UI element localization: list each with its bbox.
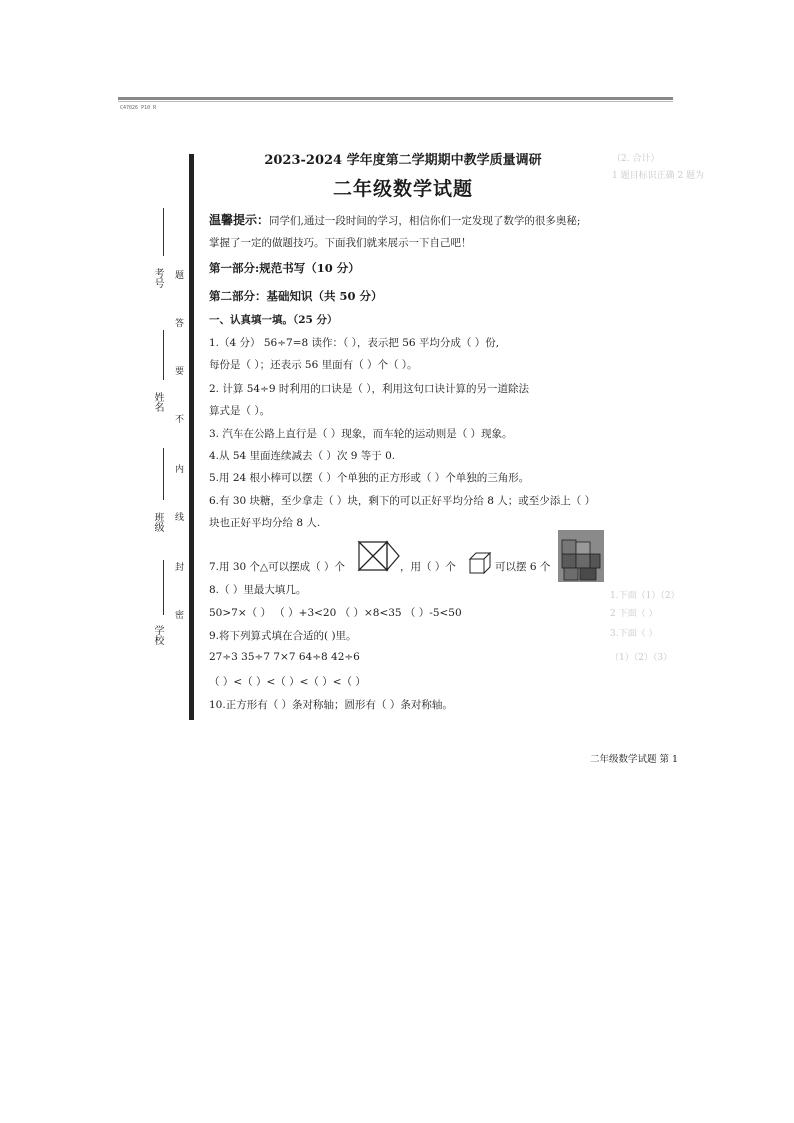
question-7-text-1: 7.用 30 个△可以摆成（ ）个 (209, 561, 345, 573)
cube-stack-figure (558, 530, 604, 582)
field-label-school: 学校 (152, 625, 163, 645)
section1-heading: 一、认真填一填。（25 分） (209, 314, 338, 326)
field-label-class: 班级 (152, 512, 163, 532)
bleed-text: （2. 合计） (612, 154, 660, 164)
tip-text: 同学们,通过一段时间的学习，相信你们一定发现了数学的很多奥秘; (269, 215, 581, 227)
question-3: 3. 汽车在公路上直行是（ ）现象，而车轮的运动则是（ ）现象。 (209, 428, 513, 440)
part1-heading: 第一部分:规范书写（10 分） (209, 261, 360, 275)
question-1b: 每份是（ ）；还表示 56 里面有（ ）个（ ）。 (209, 359, 418, 371)
seal-char: 要 (175, 367, 185, 377)
field-label-exam-number: 考号 (152, 268, 163, 288)
fill-line (163, 560, 164, 615)
bleed-text: 3.下面（ ） (610, 629, 658, 639)
part2-heading: 第二部分：基础知识（共 50 分） (209, 289, 383, 303)
exam-title: 2023-2024 学年度第二学期期中教学质量调研 (264, 153, 542, 168)
exam-subtitle: 二年级数学试题 (332, 178, 473, 200)
fill-line (163, 208, 164, 256)
seal-char: 线 (175, 513, 185, 523)
scan-top-border-shadow (118, 101, 673, 102)
seal-char: 内 (175, 465, 185, 475)
page-footer: 二年级数学试题 第 1 (590, 754, 679, 765)
seal-char: 密 (175, 611, 185, 621)
question-9: 9.将下列算式填在合适的( )里。 (209, 630, 357, 642)
bleed-text: 2 下面（ ） (610, 609, 658, 619)
seal-char: 题 (175, 271, 185, 281)
fill-line (163, 448, 164, 500)
question-6a: 6.有 30 块糖，至少拿走（ ）块，剩下的可以正好平均分给 8 人；或至少添上（ ） (209, 495, 596, 507)
bleed-text: 1.下面（1）（2） (610, 591, 680, 601)
field-label-name: 姓名 (152, 392, 163, 412)
question-7-text-3: 可以摆 6 个 (495, 561, 551, 573)
tip-line-2: 掌握了一定的做题技巧。下面我们就来展示一下自己吧！ (209, 237, 472, 249)
bleed-text: 1 题目标识正确 2 题为 (612, 171, 705, 181)
question-2b: 算式是（ ）。 (209, 405, 271, 417)
cube-icon (468, 551, 492, 575)
triangle-figure (357, 540, 401, 572)
question-9-blanks: （ ）<（ ）<（ ）<（ ）<（ ） (209, 676, 366, 688)
scan-code: C47026 P10 R (120, 105, 157, 111)
question-6b: 块也正好平均分给 8 人. (209, 517, 321, 529)
seal-char: 不 (175, 415, 185, 425)
question-5: 5.用 24 根小棒可以摆（ ）个单独的正方形或（ ）个单独的三角形。 (209, 472, 530, 484)
question-9-items: 27÷3 35÷7 7×7 64÷8 42÷6 (209, 651, 360, 663)
tip-label: 温馨提示： (209, 213, 270, 227)
question-8-items: 50>7×（ ） （ ）+3<20 （ ）×8<35 （ ）-5<50 (209, 607, 462, 619)
question-2a: 2. 计算 54÷9 时利用的口诀是（ ），利用这句口诀计算的另一道除法 (209, 383, 529, 395)
binding-bar (189, 154, 194, 720)
question-1a: 1.（4 分） 56÷7=8 读作：（ ），表示把 56 平均分成（ ）份, (209, 337, 500, 349)
seal-char: 封 (175, 563, 185, 573)
question-7-text-2: ，用（ ）个 (400, 561, 456, 573)
question-4: 4.从 54 里面连续减去（ ）次 9 等于 0. (209, 450, 396, 462)
fill-line (163, 330, 164, 380)
question-8: 8.（ ）里最大填几。 (209, 584, 307, 596)
seal-char: 答 (175, 319, 185, 329)
question-10: 10.正方形有（ ）条对称轴；圆形有（ ）条对称轴。 (209, 699, 453, 711)
tip-line-1 (209, 211, 580, 228)
scan-top-border (118, 97, 673, 100)
bleed-text: （1）（2）（3） (610, 653, 673, 663)
